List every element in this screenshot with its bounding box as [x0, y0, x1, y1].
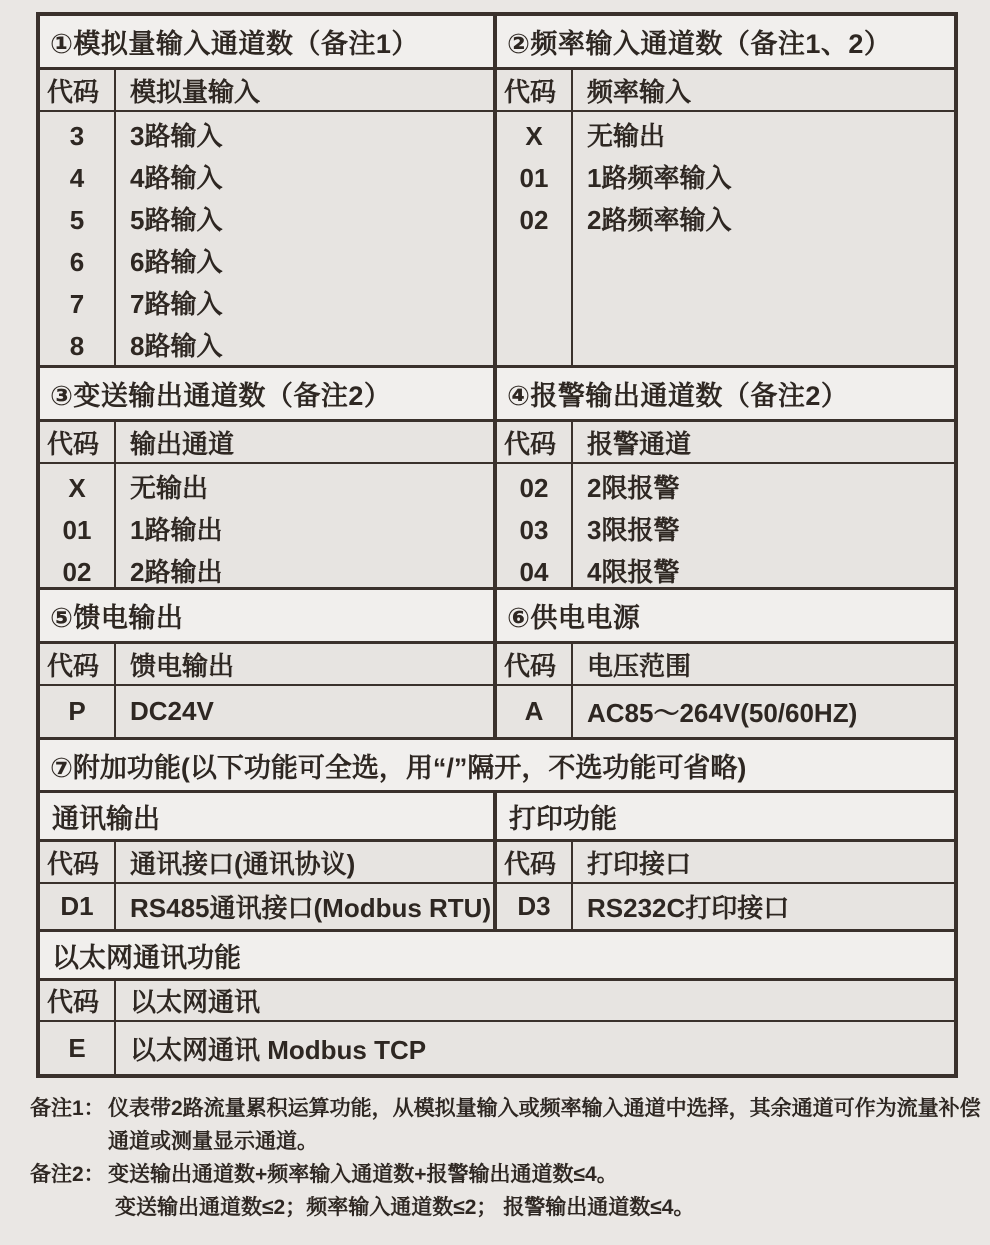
value-cell: 3路输入	[130, 121, 223, 151]
value-row	[497, 686, 954, 737]
footnote-label: 备注1：	[30, 1097, 105, 1120]
code-cell: 7	[69, 289, 85, 319]
code-cell: 3	[69, 121, 85, 151]
code-cell: 02	[519, 473, 549, 503]
value-header: 以太网通讯	[130, 987, 261, 1017]
footnotes	[30, 1092, 981, 1224]
section-body	[497, 464, 954, 593]
section-row-1	[40, 16, 954, 368]
code-cell: P	[40, 686, 116, 737]
code-cell: 4	[69, 163, 85, 193]
value-cell: 2路频率输入	[587, 205, 732, 235]
code-cell: 6	[69, 247, 85, 277]
value-header: 输出通道	[130, 428, 235, 459]
print-band-title: 打印功能	[497, 793, 954, 842]
value-column	[116, 112, 493, 367]
code-cell: E	[40, 1022, 116, 1074]
column-header-row	[40, 70, 493, 112]
value-cell: 7路输入	[130, 289, 223, 319]
code-header: 代码	[40, 644, 116, 684]
value-cell: 4路输入	[130, 163, 223, 193]
value-header: 频率输入	[587, 76, 692, 107]
footnote-label: 备注2：	[30, 1163, 105, 1186]
footnote-line: 仪表带2路流量累积运算功能，从模拟量输入或频率输入通道中选择，其余通道可作为流量补偿	[108, 1097, 981, 1120]
value-cell: DC24V	[130, 696, 214, 726]
footnote-2	[30, 1158, 970, 1224]
section-row-2	[40, 368, 954, 590]
section-title: ③变送输出通道数（备注2）	[40, 368, 493, 422]
value-header: 报警通道	[587, 428, 692, 459]
value-cell: 2限报警	[587, 473, 680, 503]
value-cell: 6路输入	[130, 247, 223, 277]
value-column	[573, 464, 954, 593]
section-body	[497, 112, 954, 367]
code-header: 代码	[497, 422, 573, 462]
ordering-spec-table	[36, 12, 958, 1078]
value-cell: 8路输入	[130, 331, 223, 361]
code-cell: D3	[497, 884, 573, 929]
section-title: ④报警输出通道数（备注2）	[497, 368, 954, 422]
code-cell: A	[497, 686, 573, 737]
footnote-text	[108, 1092, 981, 1158]
section-frequency-input	[497, 16, 954, 367]
section-ethernet	[40, 932, 954, 1074]
section-title: ⑤馈电输出	[40, 590, 493, 644]
column-header-row	[40, 981, 954, 1022]
column-header-row	[40, 842, 493, 884]
value-cell: 2路输出	[130, 557, 223, 587]
section-title: ⑥供电电源	[497, 590, 954, 644]
section-title: ①模拟量输入通道数（备注1）	[40, 16, 493, 70]
value-row	[40, 1022, 954, 1074]
section-feed-output	[40, 590, 497, 737]
footnote-line: 通道或测量显示通道。	[108, 1130, 318, 1153]
value-header: 电压范围	[587, 650, 692, 681]
value-row	[40, 884, 493, 929]
value-header: 通讯接口(通讯协议)	[130, 848, 356, 879]
code-column	[40, 464, 116, 593]
value-cell: AC85～264V(50/60HZ)	[587, 698, 858, 728]
value-header: 打印接口	[587, 848, 692, 879]
footnote-text	[108, 1158, 970, 1224]
code-cell: 01	[519, 163, 549, 193]
value-cell: 1路频率输入	[587, 163, 732, 193]
column-header-row	[497, 842, 954, 884]
column-header-row	[40, 644, 493, 686]
ethernet-band-title: 以太网通讯功能	[40, 932, 954, 981]
code-header: 代码	[40, 842, 116, 882]
column-header-row	[497, 644, 954, 686]
value-cell: 3限报警	[587, 515, 680, 545]
value-cell: 无输出	[587, 121, 666, 151]
section-comm-output	[40, 793, 497, 929]
code-cell: 04	[519, 557, 549, 587]
section-analog-input	[40, 16, 497, 367]
value-cell: 以太网通讯 Modbus TCP	[130, 1034, 427, 1065]
column-header-row	[497, 70, 954, 112]
footnote-line: 变送输出通道数+频率输入通道数+报警输出通道数≤4。	[108, 1163, 618, 1186]
value-row	[40, 686, 493, 737]
column-header-row	[40, 422, 493, 464]
column-header-row	[497, 422, 954, 464]
code-cell: 02	[62, 557, 92, 587]
code-header: 代码	[40, 422, 116, 462]
value-cell: 5路输入	[130, 205, 223, 235]
code-column	[40, 112, 116, 367]
section-row-4	[40, 793, 954, 932]
section-power-supply	[497, 590, 954, 737]
code-cell: 8	[69, 331, 85, 361]
code-cell: 02	[519, 205, 549, 235]
code-cell: X	[68, 473, 86, 503]
section-title: ②频率输入通道数（备注1、2）	[497, 16, 954, 70]
code-column	[497, 112, 573, 367]
code-header: 代码	[497, 644, 573, 684]
value-header: 馈电输出	[130, 650, 235, 681]
value-cell: 4限报警	[587, 557, 680, 587]
section-alarm-output	[497, 368, 954, 593]
section-body	[40, 112, 493, 367]
value-row	[497, 884, 954, 929]
code-header: 代码	[40, 981, 116, 1020]
code-cell: 01	[62, 515, 92, 545]
section-body	[40, 464, 493, 593]
section-print-function	[497, 793, 954, 929]
code-cell: D1	[40, 884, 116, 929]
value-cell: RS232C打印接口	[587, 893, 790, 923]
value-column	[573, 112, 954, 367]
comm-band-title: 通讯输出	[40, 793, 493, 842]
value-cell: 无输出	[130, 473, 209, 503]
section-transmit-output	[40, 368, 497, 593]
code-header: 代码	[497, 70, 573, 110]
value-header: 模拟量输入	[130, 76, 261, 107]
code-cell: 03	[519, 515, 549, 545]
code-header: 代码	[40, 70, 116, 110]
code-header: 代码	[497, 842, 573, 882]
code-cell: X	[525, 121, 543, 151]
section-row-3	[40, 590, 954, 740]
footnote-line: 变送输出通道数≤2；频率输入通道数≤2； 报警输出通道数≤4。	[115, 1196, 695, 1219]
code-cell: 5	[69, 205, 85, 235]
section-additional-functions-title: ⑦附加功能(以下功能可全选，用“/”隔开，不选功能可省略)	[40, 740, 954, 793]
value-cell: RS485通讯接口(Modbus RTU)	[130, 893, 492, 923]
code-column	[497, 464, 573, 593]
footnote-1	[30, 1092, 981, 1158]
value-column	[116, 464, 493, 593]
value-cell: 1路输出	[130, 515, 223, 545]
